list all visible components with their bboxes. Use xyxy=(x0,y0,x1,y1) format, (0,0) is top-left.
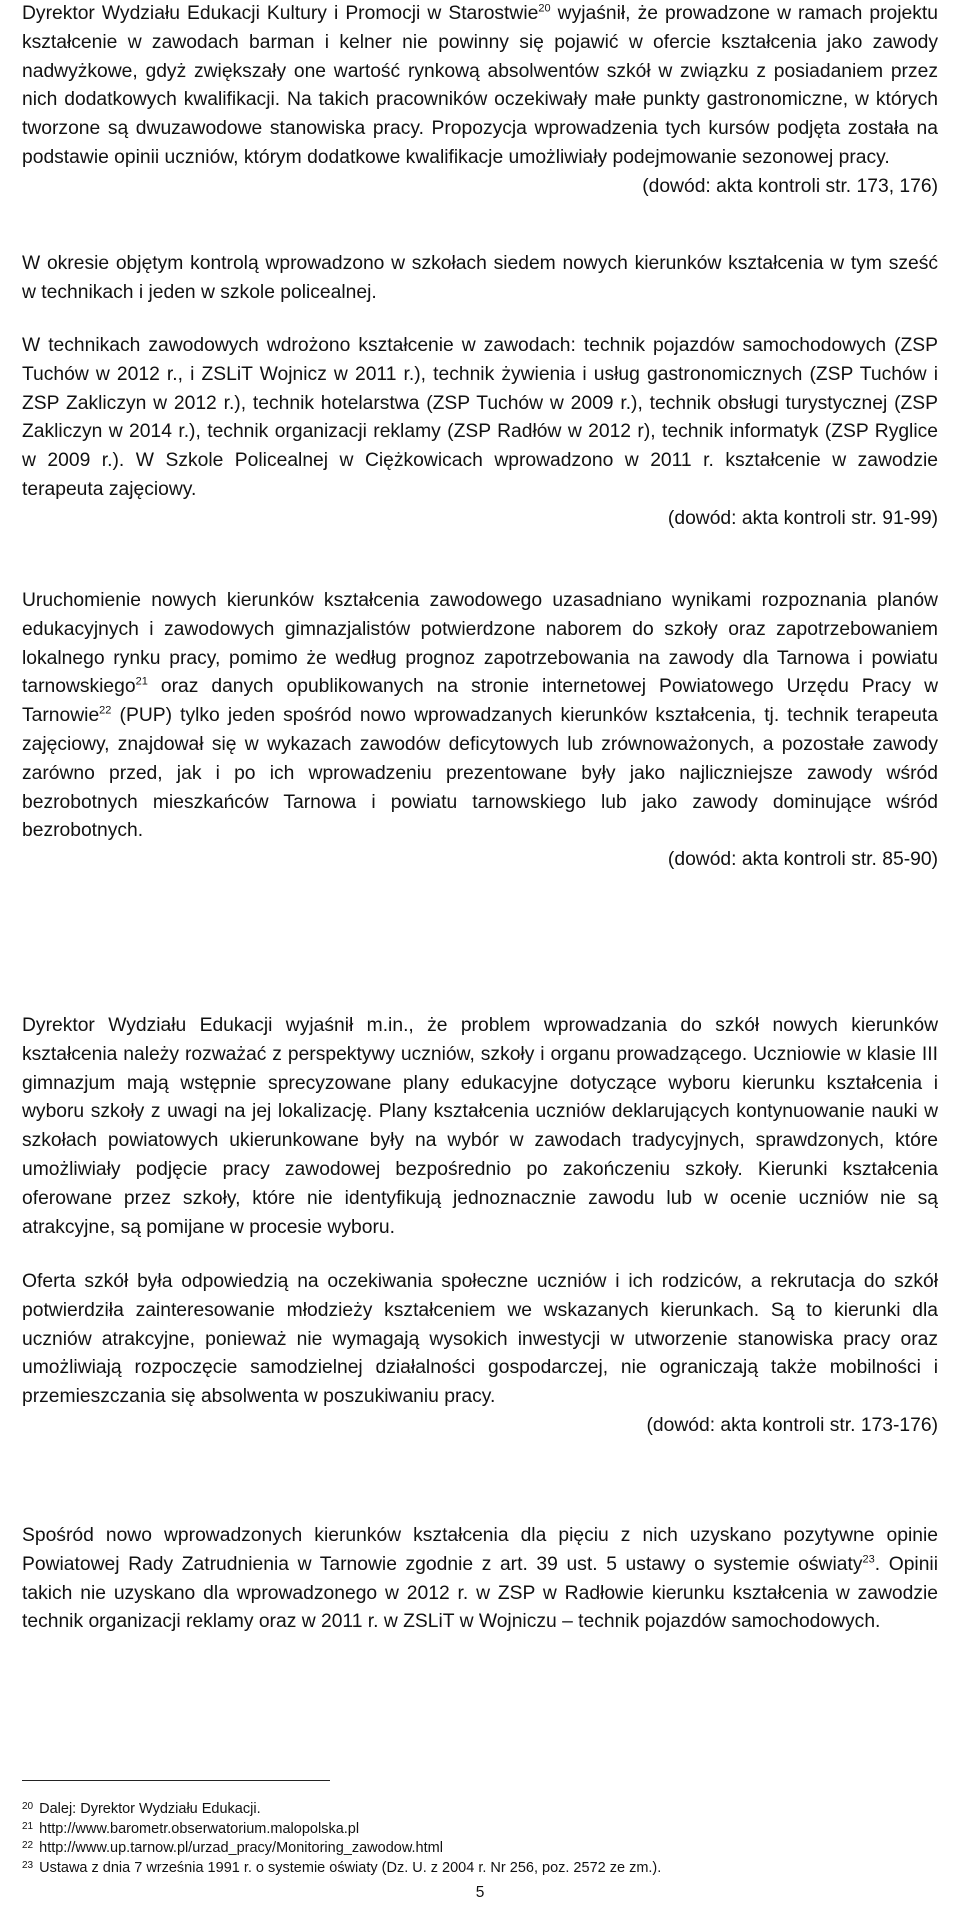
footnotes xyxy=(22,1800,661,1878)
footnote-link[interactable]: http://www.up.tarnow.pl/urzad_pracy/Monitoring_zawodow.html xyxy=(39,1840,443,1857)
footnote-21 xyxy=(22,1820,661,1840)
footnote-number: 23 xyxy=(22,1859,34,1871)
paragraph-7 xyxy=(22,1522,938,1637)
evidence-note-6: (dowód: akta kontroli str. 173-176) xyxy=(646,1414,938,1436)
footnote-22 xyxy=(22,1839,661,1859)
footnote-number: 20 xyxy=(22,1801,34,1812)
evidence-note-3: (dowód: akta kontroli str. 91-99) xyxy=(667,507,938,529)
page-number: 5 xyxy=(475,1884,485,1901)
paragraph-1 xyxy=(22,0,938,202)
footnote-number: 21 xyxy=(22,1820,34,1832)
paragraph-6 xyxy=(22,1268,938,1441)
footnote-ref-21: 21 xyxy=(135,675,148,688)
paragraph-5-text: Dyrektor Wydziału Edukacji wyjaśnił m.in., że problem wprowadzania do szkół nowych kierunków kształcenia należy rozważać z perspektywy uczniów, szkoły i organu prowadzącego. Uczniowie w klasie III gimnazjum mają wstępnie sprecyzowane plany edukacyjne dotyczące wyboru kierunku kształcenia i wyboru szkoły z uwagi na jej lokalizację. Plany kształcenia uczniów deklarujących kontynuowanie nauki w szkołach powiatowych ukierunkowane były na wybór w zawodach tradycyjnych, sprawdzonych, które umożliwiały podjęcie pracy zawodowej bezpośrednio po zakończeniu szkoły. Kierunki kształcenia oferowane przez szkoły, które nie identyfikują jednoznacznie zawodu lub w ocenie uczniów nie są atrakcyjne, są pomijane w procesie wyboru. xyxy=(22,1015,938,1238)
paragraph-3-text: W technikach zawodowych wdrożono kształcenie w zawodach: technik pojazdów samochodowych (ZSP Tuchów w 2012 r., i ZSLiT Wojnicz w 2011 r.), technik żywienia i usług gastronomicznych (ZSP Tuchów i ZSP Zakliczyn w 2012 r.), technik hotelarstwa (ZSP Tuchów w 2009 r.), technik obsługi turystycznej (ZSP Zakliczyn w 2014 r.), technik organizacji reklamy (ZSP Radłów w 2012 r), technik informatyk (ZSP Ryglice w 2009 r.). W Szkole Policealnej w Ciężkowicach wprowadzono w 2011 r. kształcenie w zawodzie terapeuta zajęciowy. xyxy=(22,335,938,500)
paragraph-7-text-b: . Opinii takich nie uzyskano dla wprowadzonego w 2012 r. w ZSP w Radłowie kierunku kształcenia w zawodzie technik organizacji reklamy oraz w 2011 r. w ZSLiT w Wojniczu – technik pojazdów samochodowych. xyxy=(22,1553,939,1633)
paragraph-4-text-a: Uruchomienie nowych kierunków kształcenia zawodowego uzasadniano wynikami rozpoznania planów edukacyjnych i zawodowych gimnazjalistów potwierdzone naborem do szkoły oraz zapotrzebowaniem lokalnego rynku pracy, pomimo że według prognoz zapotrzebowania na zawody dla Tarnowa i powiatu tarnowskiego xyxy=(22,590,938,698)
paragraph-4-text-c: (PUP) tylko jeden spośród nowo wprowadzanych kierunków kształcenia, tj. technik terapeuta zajęciowy, znajdował się w wykazach zawodów deficytowych lub zrównoważonych, a pozostałe zawody zarówno przed, jak i po ich wprowadzeniu prezentowane były jako najliczniejsze zawody wśród bezrobotnych mieszkańców Tarnowa i powiatu tarnowskiego lub jako zawody dominujące wśród bezrobotnych. xyxy=(22,705,938,842)
paragraph-1-text-a: Dyrektor Wydziału Edukacji Kultury i Promocji w Starostwie xyxy=(22,3,539,24)
paragraph-2-text: W okresie objętym kontrolą wprowadzono w szkołach siedem nowych kierunków kształcenia w tym sześć w technikach i jeden w szkole policealnej. xyxy=(22,253,938,303)
footnote-ref-22: 22 xyxy=(99,704,112,717)
footnote-20 xyxy=(22,1800,661,1820)
paragraph-4-text-b: oraz danych opublikowanych na stronie internetowej Powiatowego Urzędu Pracy w Tarnowie xyxy=(22,676,938,727)
evidence-note-4: (dowód: akta kontroli str. 85-90) xyxy=(667,849,938,871)
footnote-ref-20: 20 xyxy=(538,2,551,15)
paragraph-6-text: Oferta szkół była odpowiedzią na oczekiwania społeczne uczniów i ich rodziców, a rekrutacja do szkół potwierdziła zainteresowanie młodzieży kształceniem we wskazanych kierunkach. Są to kierunki dla uczniów atrakcyjne, ponieważ nie wymagają wysokich inwestycji w utworzenie stanowiska pracy oraz umożliwiają rozpoczęcie samodzielnej działalności gospodarczej, nie ograniczają także mobilności i przemieszczania się absolwenta w poszukiwaniu pracy. xyxy=(22,1271,938,1408)
footnote-link[interactable]: http://www.barometr.obserwatorium.malopolska.pl xyxy=(39,1820,360,1837)
paragraph-2 xyxy=(22,250,938,308)
footnote-separator xyxy=(22,1780,330,1781)
paragraph-4 xyxy=(22,587,938,875)
footnote-ref-23: 23 xyxy=(862,1553,875,1566)
paragraph-1-text-b: wyjaśnił, że prowadzone w ramach projektu kształcenie w zawodach barman i kelner nie powinny się pojawić w ofercie kształcenia jako zawody nadwyżkowe, gdyż zwiększały one wartość rynkową absolwentów szkół w związku z posiadaniem przez nich dodatkowych kwalifikacji. Na takich pracowników oczekiwały małe punkty gastronomiczne, w których tworzone są dwuzawodowe stanowiska pracy. Propozycja wprowadzenia tych kursów podjęta została na podstawie opinii uczniów, którym dodatkowe kwalifikacje umożliwiały podejmowanie sezonowej pracy. xyxy=(22,3,938,168)
paragraph-5 xyxy=(22,1012,938,1242)
footnote-23 xyxy=(22,1859,661,1879)
paragraph-3 xyxy=(22,332,938,534)
footnote-text: Dalej: Dyrektor Wydziału Edukacji. xyxy=(39,1801,261,1817)
footnote-text: Ustawa z dnia 7 września 1991 r. o systemie oświaty (Dz. U. z 2004 r. Nr 256, poz. 2572 ze zm.). xyxy=(39,1859,662,1876)
evidence-note-1: (dowód: akta kontroli str. 173, 176) xyxy=(642,175,938,197)
footnote-number: 22 xyxy=(22,1840,34,1852)
paragraph-7-text-a: Spośród nowo wprowadzonych kierunków kształcenia dla pięciu z nich uzyskano pozytywne opinie Powiatowej Rady Zatrudnienia w Tarnowie zgodnie z art. 39 ust. 5 ustawy o systemie oświaty xyxy=(22,1525,938,1575)
